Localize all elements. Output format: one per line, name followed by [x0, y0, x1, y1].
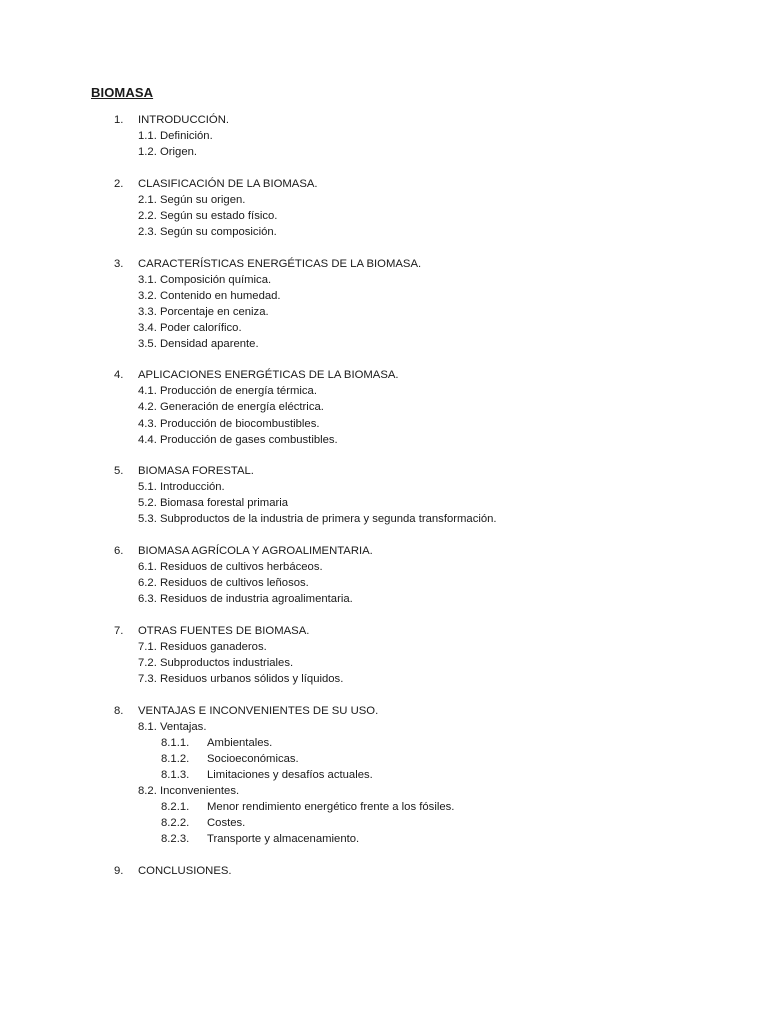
subsubsection-text: Limitaciones y desafíos actuales.	[207, 768, 373, 781]
toc-subsection	[0, 479, 768, 495]
toc-section-heading	[0, 543, 768, 559]
toc-subsubsection	[0, 799, 768, 815]
toc-section-heading	[0, 256, 768, 272]
toc-section	[0, 176, 768, 240]
toc-subsubsection	[0, 767, 768, 783]
subsubsection-number: 8.1.2.	[161, 752, 190, 765]
subsection-label: 3.5. Densidad aparente.	[138, 337, 259, 350]
subsection-label: 5.1. Introducción.	[138, 481, 225, 494]
toc-subsection	[0, 591, 768, 607]
toc-section-heading	[0, 112, 768, 128]
subsubsection-number: 8.2.2.	[161, 816, 190, 829]
subsection-label: 3.1. Composición química.	[138, 273, 272, 286]
subsubsection-text: Transporte y almacenamiento.	[207, 832, 360, 845]
toc-section	[0, 863, 768, 879]
toc-subsection	[0, 719, 768, 735]
subsection-label: 1.1. Definición.	[138, 130, 213, 143]
subsection-label: 7.2. Subproductos industriales.	[138, 656, 294, 669]
section-number: 5.	[114, 465, 124, 478]
toc-subsection	[0, 144, 768, 160]
section-number: 6.	[114, 545, 124, 557]
toc-subsection	[0, 495, 768, 511]
section-title: BIOMASA AGRÍCOLA Y AGROALIMENTARIA.	[138, 545, 373, 557]
toc-section-heading	[0, 703, 768, 719]
section-title: VENTAJAS E INCONVENIENTES DE SU USO.	[138, 704, 379, 717]
subsubsection-text: Costes.	[207, 816, 246, 829]
toc-subsection	[0, 671, 768, 687]
subsection-label: 6.2. Residuos de cultivos leñosos.	[138, 577, 309, 590]
toc-section-heading	[0, 863, 768, 879]
subsection-label: 3.4. Poder calorífico.	[138, 321, 242, 334]
subsubsection-number: 8.1.1.	[161, 736, 190, 749]
section-number: 9.	[114, 864, 124, 877]
toc-section	[0, 703, 768, 847]
section-title: APLICACIONES ENERGÉTICAS DE LA BIOMASA.	[138, 369, 399, 382]
subsection-label: 8.2. Inconvenientes.	[138, 784, 240, 797]
toc-subsection	[0, 559, 768, 575]
subsection-label: 7.3. Residuos urbanos sólidos y líquidos.	[138, 672, 344, 685]
toc-section-heading	[0, 463, 768, 479]
subsubsection-number: 8.2.1.	[161, 800, 190, 813]
toc-subsection	[0, 224, 768, 240]
document-title: BIOMASA	[91, 85, 154, 100]
subsection-label: 4.4. Producción de gases combustibles.	[138, 433, 338, 446]
toc-subsection	[0, 272, 768, 288]
subsection-label: 2.1. Según su origen.	[138, 193, 246, 206]
section-title: INTRODUCCIÓN.	[138, 114, 229, 126]
toc-subsection	[0, 432, 768, 448]
subsubsection-number: 8.1.3.	[161, 768, 190, 781]
subsubsection-number: 8.2.3.	[161, 832, 190, 845]
toc-subsection	[0, 192, 768, 208]
subsection-label: 7.1. Residuos ganaderos.	[138, 640, 267, 653]
subsection-label: 4.1. Producción de energía térmica.	[138, 385, 317, 398]
subsection-label: 4.3. Producción de biocombustibles.	[138, 417, 320, 430]
section-title: CARACTERÍSTICAS ENERGÉTICAS DE LA BIOMASA.	[138, 257, 422, 270]
toc-subsubsection	[0, 751, 768, 767]
section-title: CLASIFICACIÓN DE LA BIOMASA.	[138, 177, 318, 190]
toc-subsection	[0, 655, 768, 671]
toc-section	[0, 112, 768, 160]
section-number: 2.	[114, 177, 124, 190]
toc-section	[0, 256, 768, 352]
toc-subsection	[0, 320, 768, 336]
toc-subsection	[0, 383, 768, 399]
subsection-label: 3.3. Porcentaje en ceniza.	[138, 305, 269, 318]
subsection-label: 2.3. Según su composición.	[138, 225, 277, 238]
subsubsection-text: Menor rendimiento energético frente a los fósiles.	[207, 800, 455, 813]
section-title: CONCLUSIONES.	[138, 864, 232, 877]
toc-section	[0, 543, 768, 607]
section-number: 1.	[114, 114, 124, 126]
toc-subsection	[0, 336, 768, 352]
toc-subsection	[0, 399, 768, 415]
toc-subsection	[0, 128, 768, 144]
subsection-label: 2.2. Según su estado físico.	[138, 209, 278, 222]
toc-subsection	[0, 416, 768, 432]
subsection-label: 4.2. Generación de energía eléctrica.	[138, 401, 324, 414]
toc-subsubsection	[0, 735, 768, 751]
subsection-label: 3.2. Contenido en humedad.	[138, 289, 281, 302]
toc-section	[0, 367, 768, 447]
section-title: OTRAS FUENTES DE BIOMASA.	[138, 624, 310, 637]
toc-section-heading	[0, 367, 768, 383]
subsection-label: 5.3. Subproductos de la industria de primera y segunda transformación.	[138, 513, 497, 526]
subsection-label: 8.1. Ventajas.	[138, 720, 207, 733]
toc-subsection	[0, 639, 768, 655]
section-number: 8.	[114, 704, 124, 717]
toc-subsection	[0, 783, 768, 799]
toc-section	[0, 623, 768, 687]
section-number: 3.	[114, 257, 124, 270]
toc-subsection	[0, 208, 768, 224]
toc-subsubsection	[0, 831, 768, 847]
toc-section	[0, 463, 768, 527]
toc-subsubsection	[0, 815, 768, 831]
subsubsection-text: Socioeconómicas.	[207, 752, 299, 765]
subsection-label: 1.2. Origen.	[138, 146, 198, 159]
toc-subsection	[0, 288, 768, 304]
toc-subsection	[0, 575, 768, 591]
table-of-contents	[0, 112, 768, 894]
toc-subsection	[0, 304, 768, 320]
subsection-label: 5.2. Biomasa forestal primaria	[138, 497, 289, 510]
section-title: BIOMASA FORESTAL.	[138, 465, 254, 478]
section-number: 7.	[114, 624, 124, 637]
subsection-label: 6.3. Residuos de industria agroalimentaria.	[138, 593, 353, 606]
subsubsection-text: Ambientales.	[207, 736, 273, 749]
toc-subsection	[0, 511, 768, 527]
subsection-label: 6.1. Residuos de cultivos herbáceos.	[138, 561, 323, 574]
section-number: 4.	[114, 369, 124, 382]
toc-section-heading	[0, 176, 768, 192]
toc-section-heading	[0, 623, 768, 639]
